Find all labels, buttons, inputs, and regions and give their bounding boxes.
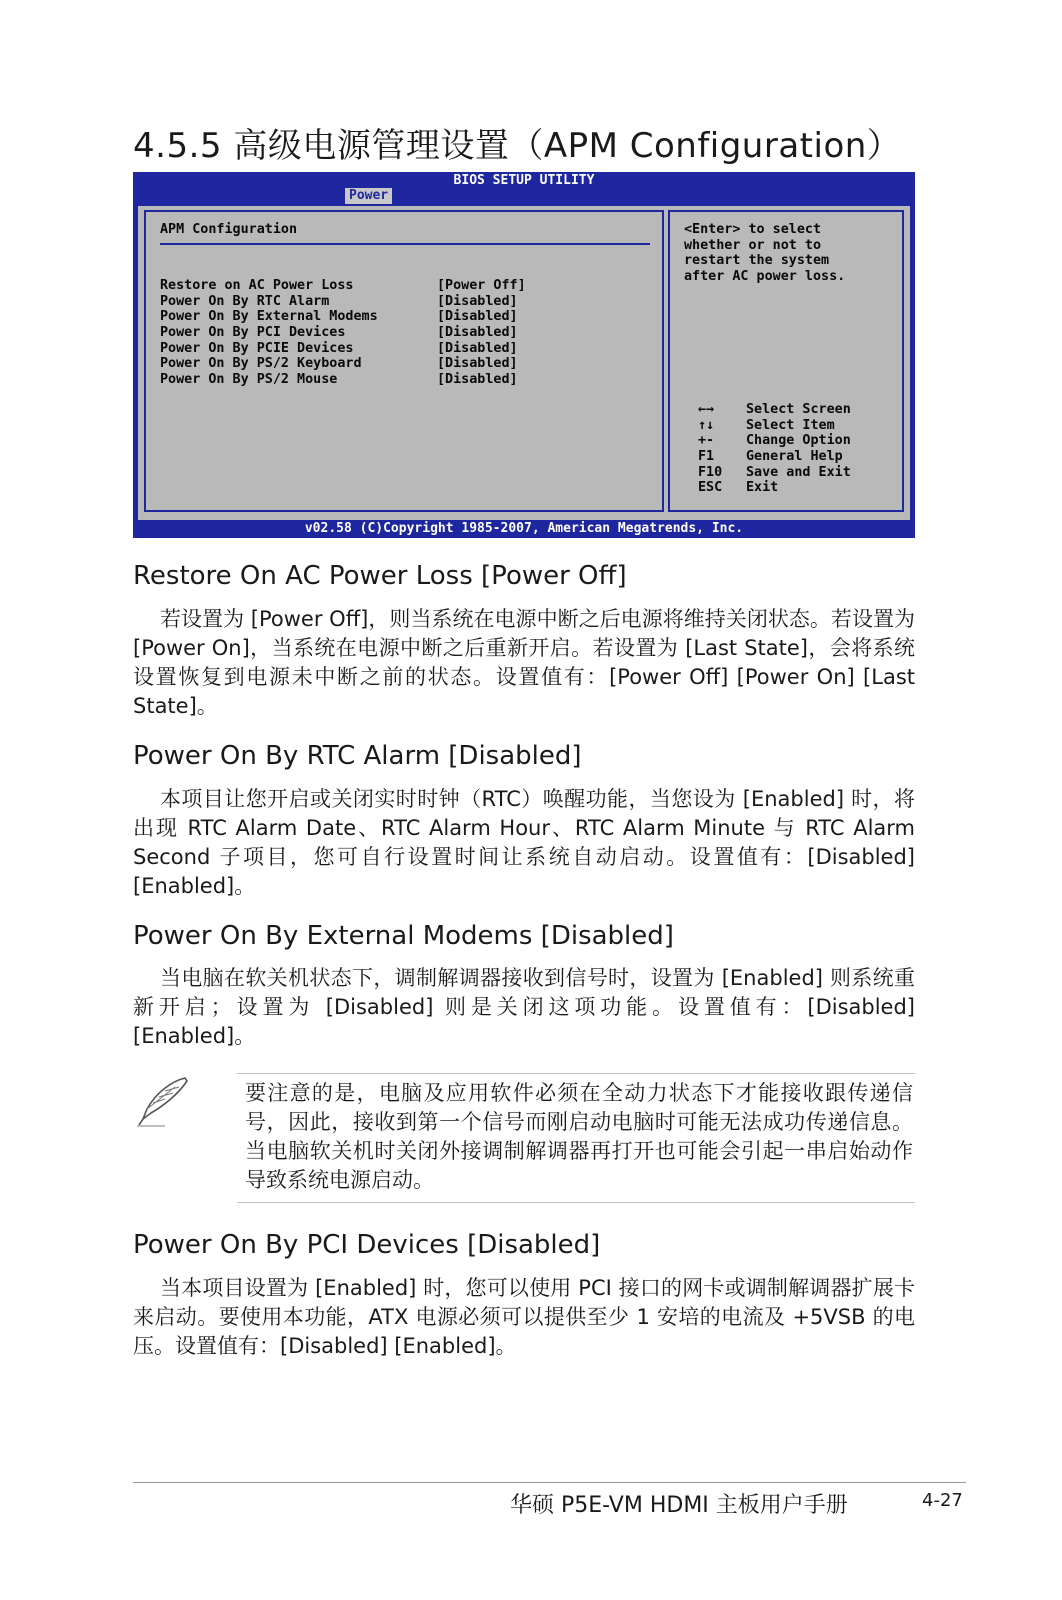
note-text: 要注意的是，电脑及应用软件必须在全动力状态下才能接收跟传递信号，因此，接收到第一个信号而刚启动电脑时可能无法成功传递信息。当电脑软关机时关闭外接调制解调器再打开也可能会引起一串启始动作导致系统电源启动。 <box>245 1081 913 1192</box>
bios-copyright: v02.58 (C)Copyright 1985-2007, American Megatrends, Inc. <box>304 521 744 536</box>
bios-key-row <box>698 402 851 418</box>
bios-option-value[interactable]: [Disabled] <box>437 356 518 372</box>
bios-main-area <box>138 206 910 520</box>
bios-option-label: Power On By PCIE Devices <box>160 340 354 356</box>
bios-key-row <box>698 480 851 496</box>
section-body: 当本项目设置为 [Enabled] 时，您可以使用 PCI 接口的网卡或调制解调器扩展卡来启动。要使用本功能，ATX 电源必须可以提供至少 1 安培的电流及 +5VSB 的电压。设置值有：[Disabled] [Enabled]。 <box>133 1276 915 1358</box>
footer-manual-title: 华硕 P5E-VM HDMI 主板用户手册 <box>510 1493 848 1518</box>
bios-option-row[interactable] <box>160 278 526 294</box>
bios-option-label: Power On By External Modems <box>160 309 378 325</box>
bios-help-line: restart the system <box>684 253 830 269</box>
bios-title: BIOS SETUP UTILITY <box>453 173 595 188</box>
bios-option-value[interactable]: [Disabled] <box>437 293 518 309</box>
bios-key-row <box>698 418 851 434</box>
bios-help-panel <box>668 210 904 512</box>
arrows-up-down-icon: ↑↓ <box>698 417 715 433</box>
bios-screenshot <box>133 172 915 538</box>
bios-option-value[interactable]: [Disabled] <box>437 372 518 388</box>
bios-key-desc: Select Item <box>746 417 835 433</box>
bios-option-row[interactable] <box>160 372 526 388</box>
bios-key-row <box>698 433 851 449</box>
bios-key-desc: Save and Exit <box>746 464 851 480</box>
section-heading: Power On By External Modems [Disabled] <box>133 921 674 951</box>
section-heading: Power On By PCI Devices [Disabled] <box>133 1230 601 1260</box>
bios-help-line: after AC power loss. <box>684 269 846 285</box>
bios-option-row[interactable] <box>160 294 526 310</box>
bios-key-desc: Exit <box>746 480 779 496</box>
bios-key-symbol: F1 <box>698 449 715 465</box>
bios-option-value[interactable]: [Power Off] <box>437 278 526 293</box>
section-body: 本项目让您开启或关闭实时时钟（RTC）唤醒功能，当您设为 [Enabled] 时，将出现 RTC Alarm Date、RTC Alarm Hour、RTC Alarm Minute 与 RTC Alarm Second 子项目，您可自行设置时间让系统自动启动。设置值有：[Disabled] [Enabled]。 <box>133 787 915 898</box>
bios-help-text <box>684 222 899 285</box>
bios-option-row[interactable] <box>160 309 526 325</box>
bios-option-label: Restore on AC Power Loss <box>160 278 354 293</box>
bios-option-value[interactable]: [Disabled] <box>437 309 518 325</box>
bios-key-desc: Change Option <box>746 433 851 449</box>
footer-divider <box>133 1482 966 1483</box>
bios-key-legend <box>698 402 851 496</box>
bios-option-row[interactable] <box>160 341 526 357</box>
note-divider <box>237 1073 915 1074</box>
bios-option-label: Power On By RTC Alarm <box>160 293 330 309</box>
section-body: 当电脑在软关机状态下，调制解调器接收到信号时，设置为 [Enabled] 则系统重新开启；设置为 [Disabled] 则是关闭这项功能。设置值有：[Disabled] [Enabled]。 <box>133 966 916 1048</box>
section-body: 若设置为 [Power Off]，则当系统在电源中断之后电源将维持关闭状态。若设置为 [Power On]，当系统在电源中断之后重新开启。若设置为 [Last State]，会将系统设置恢复到电源未中断之前的状态。设置值有：[Power Off] [Power On] [Last State]。 <box>133 607 915 718</box>
bios-help-line: <Enter> to select <box>684 222 822 237</box>
bios-options-panel <box>144 210 664 512</box>
bios-key-desc: General Help <box>746 449 843 465</box>
bios-key-desc: Select Screen <box>746 402 851 417</box>
section-heading: Restore On AC Power Loss [Power Off] <box>133 561 627 591</box>
bios-key-symbol: +- <box>698 433 715 449</box>
bios-help-line: whether or not to <box>684 237 822 253</box>
page-title: 4.5.5 高级电源管理设置（APM Configuration） <box>133 126 902 166</box>
bios-key-symbol: ESC <box>698 480 723 496</box>
bios-tab-power[interactable]: Power <box>345 188 392 204</box>
bios-key-row <box>698 465 851 481</box>
arrows-left-right-icon: ←→ <box>698 402 715 417</box>
section-heading: Power On By RTC Alarm [Disabled] <box>133 741 582 771</box>
bios-key-row <box>698 449 851 465</box>
page-number: 4-27 <box>922 1490 963 1511</box>
bios-section-title: APM Configuration <box>160 222 298 237</box>
note-box <box>133 1073 915 1203</box>
bios-option-label: Power On By PS/2 Mouse <box>160 372 338 388</box>
bios-option-value[interactable]: [Disabled] <box>437 340 518 356</box>
bios-option-label: Power On By PS/2 Keyboard <box>160 356 362 372</box>
bios-option-row[interactable] <box>160 325 526 341</box>
bios-option-value[interactable]: [Disabled] <box>437 325 518 341</box>
bios-option-row[interactable] <box>160 356 526 372</box>
bios-option-label: Power On By PCI Devices <box>160 325 346 341</box>
note-divider <box>237 1202 915 1203</box>
bios-key-symbol: F10 <box>698 464 723 480</box>
feather-pen-icon <box>135 1075 193 1129</box>
bios-section-divider <box>160 243 650 245</box>
bios-option-list <box>160 278 526 388</box>
